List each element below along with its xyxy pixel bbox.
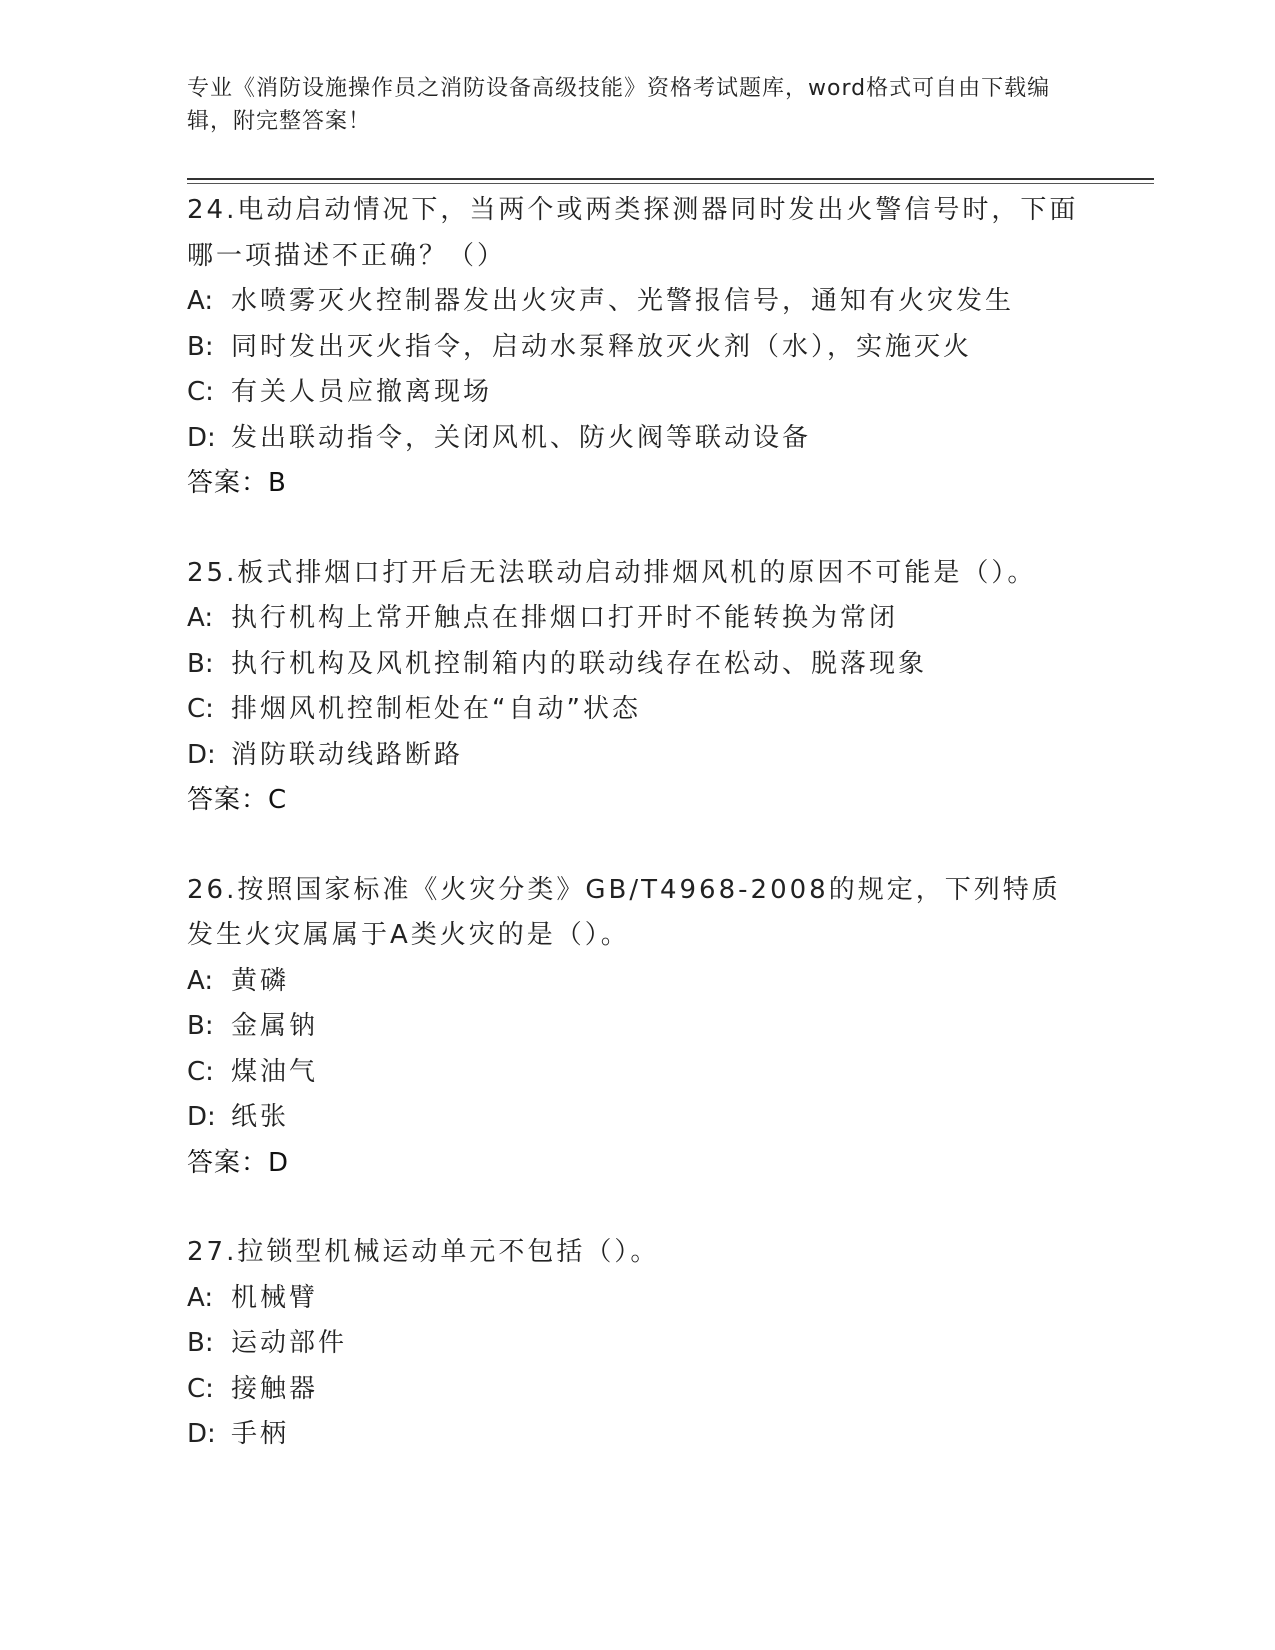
question-list [187,188,1107,1502]
option-text: 有关人员应撤离现场 [231,377,493,407]
option-a [187,596,1107,642]
option-text: 金属钠 [231,1011,319,1041]
answer-line: 答案：D [187,1147,290,1178]
option-c [187,1050,1107,1096]
option-text: 发出联动指令，关闭风机、防火阀等联动设备 [231,422,812,453]
option-a [187,1276,1107,1322]
option-key: B: [187,1011,214,1041]
option-key: A: [187,603,214,633]
option-d [187,1095,1107,1141]
option-text: 纸张 [231,1102,290,1132]
option-a [187,279,1107,325]
question-stem: 24.电动启动情况下，当两个或两类探测器同时发出火警信号时，下面哪一项描述不正确？（） [187,195,1079,271]
question-stem: 27.拉锁型机械运动单元不包括（）。 [187,1237,660,1267]
option-key: B: [187,331,214,362]
option-text: 执行机构及风机控制箱内的联动线存在松动、脱落现象 [231,648,928,679]
answer-line: 答案：B [187,468,287,498]
option-d [187,1412,1107,1458]
answer-line: 答案：C [187,785,288,815]
option-key: C: [187,1373,214,1404]
option-c [187,370,1107,416]
option-key: C: [187,694,214,724]
option-key: C: [187,377,214,407]
option-b [187,1321,1107,1367]
question-26 [187,868,1107,1187]
option-key: A: [187,286,214,316]
option-c [187,687,1107,733]
option-text: 煤油气 [231,1056,319,1087]
header-rule-thin [187,183,1154,184]
header-rule-thick [187,178,1154,180]
option-text: 机械臂 [231,1282,319,1313]
option-text: 手柄 [231,1419,290,1449]
document-header: 专业《消防设施操作员之消防设备高级技能》资格考试题库，word格式可自由下载编辑，附完整答案！ [187,76,1051,134]
option-text: 水喷雾灭火控制器发出火灾声、光警报信号，通知有火灾发生 [231,286,1015,316]
option-b [187,1004,1107,1050]
option-a [187,959,1107,1005]
option-b [187,325,1107,371]
question-24 [187,188,1107,507]
question-25 [187,551,1107,824]
option-b [187,642,1107,688]
option-key: C: [187,1056,214,1087]
option-key: D: [187,1102,216,1132]
option-key: B: [187,648,214,679]
option-key: D: [187,739,216,770]
option-key: A: [187,965,214,996]
option-text: 执行机构上常开触点在排烟口打开时不能转换为常闭 [231,603,899,633]
option-text: 消防联动线路断路 [231,739,464,770]
question-27 [187,1230,1107,1458]
option-key: D: [187,422,216,453]
option-text: 同时发出灭火指令，启动水泵释放灭火剂（水），实施灭火 [231,331,973,362]
question-stem: 26.按照国家标准《火灾分类》GB/T4968-2008的规定，下列特质发生火灾属属于A类火灾的是（）。 [187,874,1061,950]
option-c [187,1367,1107,1413]
option-key: D: [187,1419,216,1449]
option-d [187,416,1107,462]
option-d [187,733,1107,779]
option-text: 排烟风机控制柜处在“自动”状态 [231,694,641,724]
option-text: 运动部件 [231,1328,348,1358]
option-text: 接触器 [231,1373,319,1404]
option-text: 黄磷 [231,965,290,996]
question-stem: 25.板式排烟口打开后无法联动启动排烟风机的原因不可能是（）。 [187,557,1037,588]
option-key: B: [187,1328,214,1358]
option-key: A: [187,1282,214,1313]
